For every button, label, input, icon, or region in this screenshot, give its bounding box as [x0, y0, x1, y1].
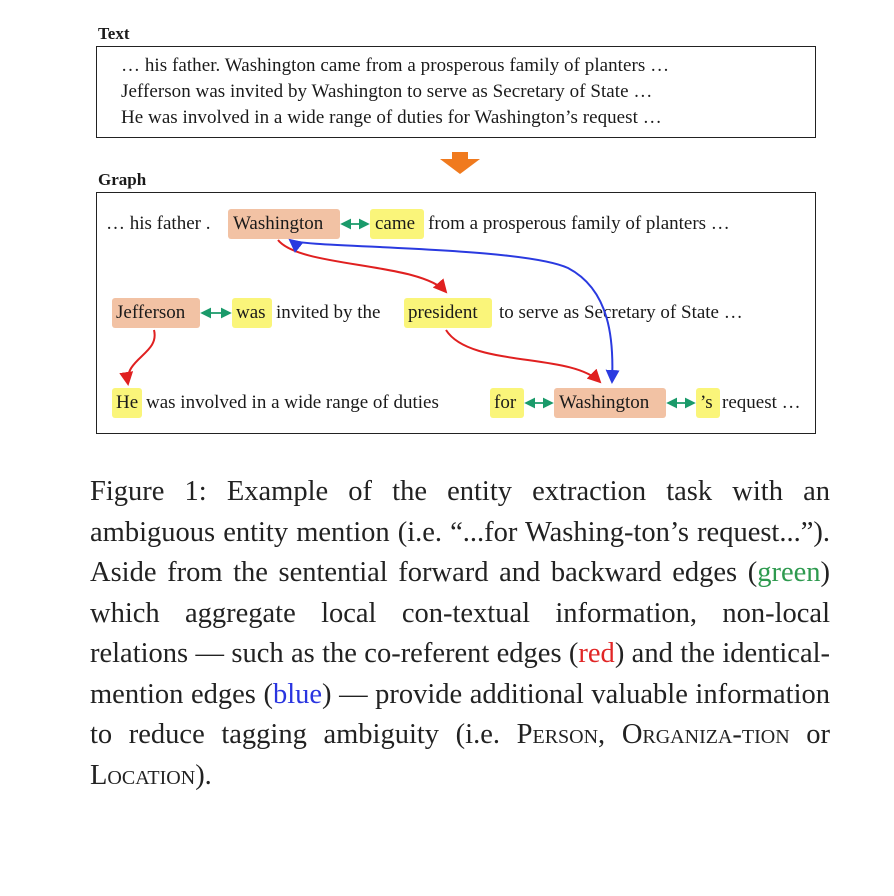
g-row3-mid: was involved in a wide range of duties — [146, 392, 439, 413]
caption-sep-2: or — [789, 719, 831, 750]
g-row3-for: for — [494, 392, 517, 413]
caption-end: ). — [195, 759, 212, 791]
caption-red-word: red — [578, 638, 615, 669]
g-row2-mid: invited by the — [276, 302, 381, 323]
text-line-1: … his father. Washington came from a prosperous family of planters … — [121, 55, 670, 76]
caption-sep-1: , — [598, 719, 622, 750]
text-section-label: Text — [98, 24, 130, 43]
caption-blue-word: blue — [272, 678, 323, 710]
text-box — [96, 46, 816, 138]
g-row1-washington: Washington — [233, 213, 324, 234]
caption-green-word: green — [757, 557, 821, 588]
g-row3-washington: Washington — [559, 392, 650, 413]
graph-section-label: Graph — [98, 170, 147, 189]
caption-part-3: ) and the identical-mention edges ( — [90, 638, 831, 710]
figure-caption — [90, 472, 830, 796]
g-row1-suffix: from a prosperous family of planters … — [428, 213, 730, 234]
caption-location: Location — [90, 759, 196, 791]
g-row3-suffix: request … — [722, 392, 801, 413]
caption-part-4: ) — provide additional valuable information to reduce tagging ambiguity (i.e. — [90, 678, 830, 750]
g-row2-jefferson: Jefferson — [116, 302, 186, 323]
text-line-3: He was involved in a wide range of duties for Washington’s request … — [121, 107, 662, 128]
caption-person: Person — [516, 719, 599, 750]
down-arrow-icon — [440, 152, 480, 174]
caption-part-1: Figure 1: Example of the entity extraction task with an ambiguous entity mention (i.e. “...for Washing-ton’s request...”). Aside from the sentential forward and backward edges ( — [90, 476, 830, 588]
g-row1-came: came — [375, 213, 416, 234]
g-row2-suffix: to serve as Secretary of State … — [499, 302, 743, 323]
text-line-2: Jefferson was invited by Washington to serve as Secretary of State … — [121, 81, 653, 102]
g-row1-prefix: … his father . — [106, 213, 211, 234]
g-row3-s: ’s — [700, 392, 713, 413]
caption-organization: Organiza-tion — [621, 719, 790, 750]
caption-part-2: ) which aggregate local con-textual information, non-local relations — such as the co-referent edges ( — [90, 557, 830, 669]
g-row3-he: He — [116, 392, 139, 413]
g-row2-president: president — [408, 302, 478, 323]
g-row2-was: was — [236, 302, 266, 323]
